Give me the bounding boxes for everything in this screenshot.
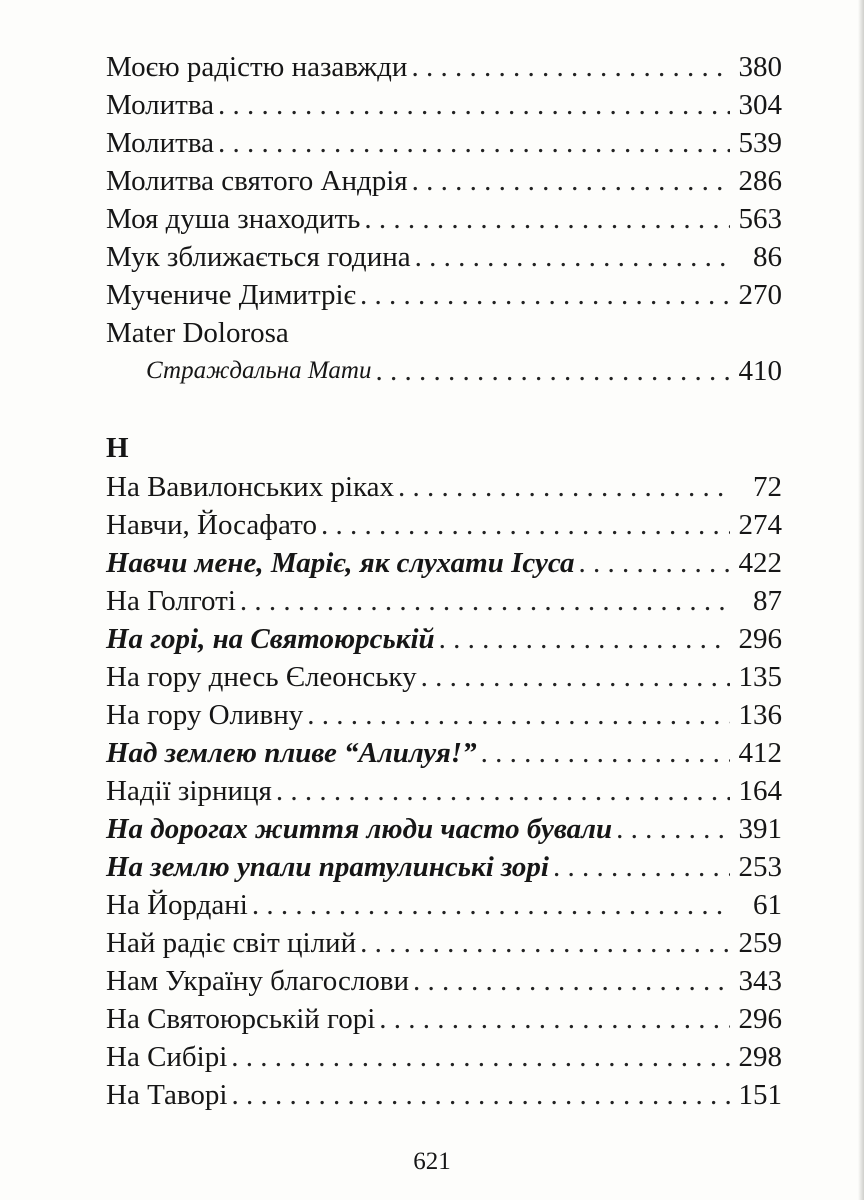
- entry-page-number: 164: [738, 775, 782, 807]
- entry-page-number: 136: [738, 699, 782, 731]
- toc-entry: [106, 468, 782, 506]
- entry-page-number: 151: [738, 1079, 782, 1111]
- table-of-contents: [106, 48, 782, 1114]
- entry-page-number: 343: [738, 965, 782, 997]
- entry-title: Надії зірниця: [106, 775, 272, 807]
- toc-entry: [106, 810, 782, 848]
- entry-page-number: 391: [738, 813, 782, 845]
- leader-dots: [360, 924, 730, 962]
- toc-entry: [106, 48, 782, 86]
- entry-title: На дорогах життя люди часто бували: [106, 813, 613, 845]
- leader-dots: [218, 124, 730, 162]
- toc-entry: [106, 124, 782, 162]
- entry-page-number: 259: [738, 927, 782, 959]
- leader-dots: [481, 734, 730, 772]
- leader-dots: [231, 1076, 730, 1114]
- toc-entry: [106, 162, 782, 200]
- entry-page-number: 86: [753, 241, 782, 273]
- entry-page-number: 61: [753, 889, 782, 921]
- entry-page-number: 412: [738, 737, 782, 769]
- toc-entry: [106, 658, 782, 696]
- entry-title: На Йордані: [106, 889, 248, 921]
- entry-page-number: 410: [738, 355, 782, 387]
- toc-entry: [106, 544, 782, 582]
- section-letter-heading: Н: [106, 432, 129, 464]
- toc-entry: [106, 200, 782, 238]
- entry-page-number: 72: [753, 471, 782, 503]
- entry-title: На горі, на Святоюрській: [106, 623, 435, 655]
- entry-page-number: 296: [738, 1003, 782, 1035]
- leader-dots: [616, 810, 730, 848]
- entry-page-number: 87: [753, 585, 782, 617]
- entry-title: Мук зближається година: [106, 241, 411, 273]
- leader-dots: [398, 468, 730, 506]
- toc-entry: [106, 1076, 782, 1114]
- entry-title: Мучениче Димитріє: [106, 279, 356, 311]
- toc-entry: [106, 734, 782, 772]
- toc-entry-mater-dolorosa: [106, 314, 782, 352]
- leader-dots: [276, 772, 730, 810]
- entry-title: На гору Оливну: [106, 699, 304, 731]
- leader-dots: [579, 544, 730, 582]
- entry-title: На Таворі: [106, 1079, 228, 1111]
- entries-m-list: [106, 48, 782, 314]
- entries-n-list: [106, 468, 782, 1114]
- entry-title: На Вавилонських ріках: [106, 471, 395, 503]
- entry-page-number: 274: [738, 509, 782, 541]
- leader-dots: [240, 582, 730, 620]
- entry-title: На Святоюрській горі: [106, 1003, 376, 1035]
- leader-dots: [413, 962, 730, 1000]
- entry-page-number: 380: [738, 51, 782, 83]
- entry-title: На Голготі: [106, 585, 236, 617]
- toc-entry: [106, 962, 782, 1000]
- entry-title: Моєю радістю назавжди: [106, 51, 408, 83]
- entry-page-number: 270: [738, 279, 782, 311]
- toc-entry: [106, 238, 782, 276]
- entry-title: Mater Dolorosa: [106, 317, 289, 349]
- toc-entry: [106, 1038, 782, 1076]
- leader-dots: [375, 352, 730, 390]
- entry-title: На Сибірі: [106, 1041, 228, 1073]
- leader-dots: [252, 886, 730, 924]
- leader-dots: [307, 696, 730, 734]
- toc-entry: [106, 772, 782, 810]
- entry-title: Най радіє світ цілий: [106, 927, 357, 959]
- entry-page-number: 298: [738, 1041, 782, 1073]
- entry-page-number: 135: [738, 661, 782, 693]
- entry-title: Молитва: [106, 127, 215, 159]
- leader-dots: [364, 200, 730, 238]
- entry-page-number: 253: [738, 851, 782, 883]
- entry-title: Молитва: [106, 89, 215, 121]
- entry-title: Над землею пливе “Алилуя!”: [106, 737, 477, 769]
- entry-page-number: 304: [738, 89, 782, 121]
- entry-page-number: 422: [738, 547, 782, 579]
- leader-dots: [231, 1038, 730, 1076]
- leader-dots: [421, 658, 730, 696]
- toc-entry: [106, 848, 782, 886]
- toc-entry: [106, 696, 782, 734]
- section-spacer: [106, 390, 782, 428]
- entry-page-number: 296: [738, 623, 782, 655]
- leader-dots: [412, 162, 730, 200]
- entry-title: Нам Україну благослови: [106, 965, 410, 997]
- toc-entry: [106, 1000, 782, 1038]
- entry-title: Моя душа знаходить: [106, 203, 361, 235]
- toc-entry: [106, 886, 782, 924]
- toc-entry-subtitle: [106, 352, 782, 390]
- entry-title: Молитва святого Андрія: [106, 165, 408, 197]
- leader-dots: [218, 86, 730, 124]
- toc-entry: [106, 924, 782, 962]
- leader-dots: [439, 620, 730, 658]
- leader-dots: [415, 238, 730, 276]
- leader-dots: [553, 848, 730, 886]
- entry-page-number: 286: [738, 165, 782, 197]
- leader-dots: [411, 48, 730, 86]
- toc-entry: [106, 276, 782, 314]
- entry-title: На гору днесь Єлеонську: [106, 661, 417, 693]
- toc-entry: [106, 582, 782, 620]
- toc-entry: [106, 620, 782, 658]
- entry-title: Навчи мене, Маріє, як слухати Ісуса: [106, 547, 575, 579]
- entry-title: На землю упали пратулинські зорі: [106, 851, 549, 883]
- leader-dots: [321, 506, 730, 544]
- page-number: 621: [413, 1148, 451, 1175]
- entry-title: Навчи, Йосафато: [106, 509, 317, 541]
- entry-page-number: 563: [738, 203, 782, 235]
- toc-entry: [106, 506, 782, 544]
- entry-page-number: 539: [738, 127, 782, 159]
- toc-entry: [106, 86, 782, 124]
- page-edge-shadow: [858, 0, 864, 1200]
- entry-subtitle: Страждальна Мати: [146, 357, 372, 384]
- leader-dots: [360, 276, 730, 314]
- leader-dots: [379, 1000, 730, 1038]
